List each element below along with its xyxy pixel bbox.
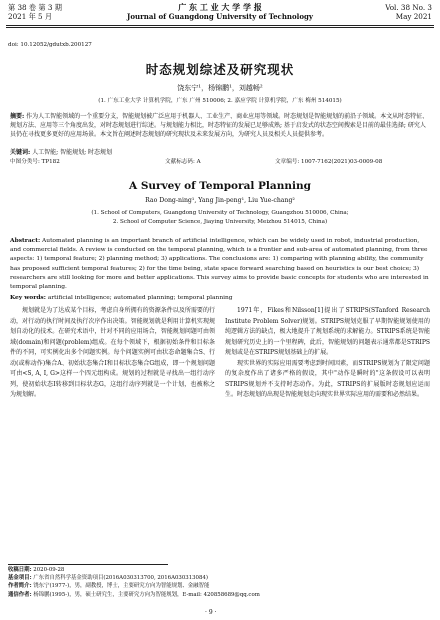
footnote-corresponding	[8, 591, 432, 599]
keywords-en	[10, 293, 430, 303]
body-left-column	[10, 306, 215, 401]
page-number: · 9 ·	[205, 609, 217, 616]
footnote-author-bio	[8, 582, 432, 590]
journal-name	[0, 2, 440, 22]
body-left-paragraph-1: 规划就是为了达成某个目标，考虑自身所拥有的资源条件以及所需要的行动，对行动的执行时间及执行次序作出决策。智能规划就是利用计算机实现规划自动化的技术。在研究术语中，针对不同的应用场合，智能规划问题可由领域(domain)和问题(problem)组成。在每个领域下，根据初始条件和目标条件的不同，可实例化出多个问题实例。每个问题实例可由状态命题集合S、行动(或称动作)集合A、初始状态集合I和目标状态集合G组成，即一个规划问题可由<S, A, I, G>这样一个四元组构成。规划的过程就是寻找出一组行动序列，使初始状态I转移到目标状态G，这组行动序列就是一个计划，也被称之为规划解。	[10, 307, 215, 398]
keywords-zh-text: 人工智能; 智能规划; 时态规划	[32, 149, 112, 156]
keywords-en-label: Key words:	[10, 294, 46, 301]
abstract-en	[10, 236, 430, 292]
keywords-zh-label: 关键词:	[10, 149, 31, 156]
abstract-zh-label: 摘要:	[10, 113, 25, 120]
title-en: A Survey of Temporal Planning	[129, 180, 311, 192]
clc-number: 中图分类号: TP182	[10, 159, 60, 165]
footnote-funding	[8, 574, 432, 582]
footnote-label: 作者简介:	[8, 583, 32, 590]
footnote-label: 收稿日期:	[8, 567, 32, 573]
footnote-text: 杨锦鹏(1995-)，男，硕士研究生，主要研究方向为智能规划，E-mail: 420858689@qq.com	[33, 591, 260, 598]
authors-zh: 饶东宁¹，杨锦鹏¹，刘越畅²	[177, 84, 263, 92]
abstract-zh-text: 作为人工智能领域的一个重要分支，智能规划被广泛应用于机器人、工业生产、商业应用等领域。时态规划是智能规划的前沿子领域。本文从时态特征、规划方法、应用等三个角度出发，对时态规划进行综述。与规划能力相比，时态特征的发展已足够成熟; 基于启发式的状态空间搜索是目前的最佳选择; 研究人员仍在寻找更多更好的应用场景。本文旨在阐述时态规划的研究现状及未来发展方向，为研究人员及相关人员提供参考。	[10, 113, 429, 138]
abstract-en-label: Abstract:	[10, 237, 41, 244]
journal-name-en: Journal of Guangdong University of Technology	[127, 12, 313, 21]
body-right-column	[225, 306, 430, 401]
affiliation-en-1: (1. School of Computers, Guangdong University of Technology, Guangzhou 510006, China;	[91, 210, 349, 216]
footnote-label: 基金项目:	[8, 575, 32, 582]
body-right-paragraph-1: 1971年，Fikes和Nilsson[1]提出了STRIPS(STanford Research Institute Problem Solver)规划。STRIPS规划克服了早期智能规划使用的纯逻辑方法的缺点，极大地提升了规划系统的求解能力。STRIPS系统是智能规划研究历史上的一个里程碑，此后，智能规划的问题表示通常都是STRIPS规划或是在STRIPS规划基础上的扩展。	[225, 307, 430, 356]
footnote-text: 饶东宁(1977-)，男，副教授，博士，主要研究方向为智能规划、金融智能	[33, 583, 210, 590]
volume-issue-zh-line2: 2021 年 5 月	[8, 12, 53, 21]
footnote-text: 2020-09-28	[33, 567, 65, 573]
affiliation-zh: (1. 广东工业大学 计算机学院，广东 广州 510006; 2. 嘉应学院 计算机学院，广东 梅州 514015)	[98, 98, 342, 104]
volume-issue-en	[385, 3, 432, 21]
volume-issue-en-line1: Vol. 38 No. 3	[385, 3, 432, 12]
document-code: 文献标志码: A	[165, 159, 201, 165]
volume-issue-zh-line1: 第 38 卷 第 3 期	[8, 3, 62, 12]
article-number: 文章编号: 1007-7162(2021)03-0009-08	[275, 159, 383, 165]
affiliation-en-2: 2. School of Computer Science, Jiaying University, Meizhou 514015, China)	[112, 219, 328, 225]
abstract-en-text: Automated planning is an important branch of artificial intelligence, which can be widely used in robot, industrial production, and commercial fields. A review is conducted on the temporal planning, which is a frontier and sub-area of automated planning, from three aspects: 1) temporal feature; 2) planning method; 3) applications. The conclusions are: 1) comparing with planning ability, the community has proposed sufficient temporal features; 2) for the time being, state space forward searching based on heuristics is our best choice; 3) researchers are still looking for more and better applications. This survey aims to provide basic concepts for students who are interested in temporal planning.	[10, 238, 429, 291]
body-right-paragraph-2: 现实世界的实际应用需要考虑到时间因素，而STRIPS规划为了限定问题的复杂度作出了诸多严格的假设，其中"动作是瞬时的"这条假设可以表明STRIPS规划并不支持时态动作。为此，STRIPS的扩展版时态规划应运而生。时态规划的出现是智能规划走向现实世界实际应用的需要和必然结果。	[225, 359, 430, 398]
doi: doi: 10.12052/gdutxb.200127	[8, 42, 92, 48]
header-rule	[6, 25, 434, 26]
footnote-rule	[8, 564, 168, 565]
header-rule-thin	[6, 27, 434, 28]
volume-issue-en-line2: May 2021	[395, 12, 432, 21]
classification-row	[10, 157, 430, 165]
footnote-text: 广东省自然科学基金资助项目(2016A030313700, 2016A030313084)	[33, 575, 208, 582]
title-zh: 时态规划综述及研究现状	[145, 62, 295, 77]
keywords-en-text: artificial intelligence; automated planning; temporal planning	[47, 295, 233, 301]
journal-header	[0, 0, 440, 26]
abstract-zh	[10, 112, 430, 139]
journal-name-zh: 广 东 工 业 大 学 学 报	[178, 2, 262, 12]
footnote-received	[8, 566, 432, 574]
footnote-label: 通信作者:	[8, 591, 32, 598]
authors-en: Rao Dong-ning¹, Yang Jin-peng¹, Liu Yue-chang²	[145, 197, 295, 204]
footnotes	[8, 566, 432, 599]
keywords-zh	[10, 148, 430, 157]
